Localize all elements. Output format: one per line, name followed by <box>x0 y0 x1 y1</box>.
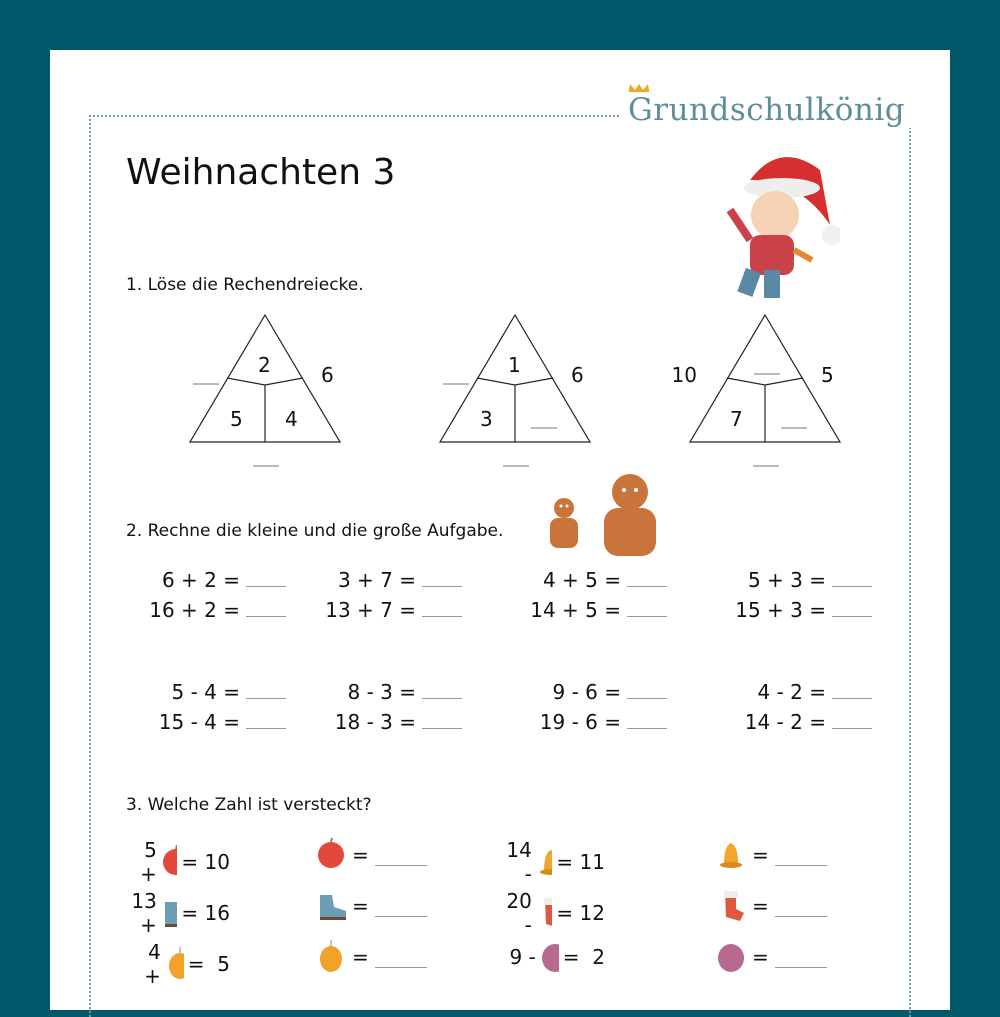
gingerbread-icon <box>542 470 667 560</box>
answer-blank-top[interactable] <box>754 373 780 375</box>
equation <box>642 680 872 704</box>
triangle-left-side: 10 <box>671 363 697 387</box>
ice-skate-icon <box>161 896 178 930</box>
triangle-shape <box>689 313 841 445</box>
equation-left: 14 - <box>506 838 532 886</box>
equation <box>642 710 872 734</box>
ice-skate-icon <box>316 889 348 923</box>
answer-blank[interactable] <box>375 845 427 866</box>
equation-text: 19 - 6 = <box>539 710 621 734</box>
equals-sign: = <box>752 843 769 867</box>
apple-icon <box>316 838 348 872</box>
equals-sign: = <box>752 945 769 969</box>
equation-left: 4 + <box>144 940 161 988</box>
triangle-right-side: 6 <box>321 363 334 387</box>
hidden-number-equation <box>130 838 230 886</box>
equation <box>437 598 667 622</box>
equation <box>232 568 462 592</box>
equation-right: = 12 <box>556 901 605 925</box>
hidden-number-answer <box>312 889 427 923</box>
hidden-number-answer <box>712 889 827 923</box>
equation-text: 3 + 7 = <box>337 568 416 592</box>
equation-left: 13 + <box>131 889 157 937</box>
hidden-number-answer <box>712 838 827 872</box>
triangle-bottom-left: 3 <box>480 407 493 431</box>
equation <box>437 710 667 734</box>
answer-blank-left-side[interactable] <box>443 383 469 385</box>
equation-text: 18 - 3 = <box>334 710 416 734</box>
triangle-shape <box>189 313 341 445</box>
equals-sign: = <box>352 894 369 918</box>
hidden-number-answer <box>312 940 427 974</box>
equals-sign: = <box>352 945 369 969</box>
equation-right: = 10 <box>181 850 230 874</box>
answer-blank[interactable] <box>832 710 872 729</box>
hidden-number-answer <box>712 940 827 974</box>
answer-blank-left-side[interactable] <box>193 383 219 385</box>
equation-left: 9 - <box>509 945 536 969</box>
equation-text: 5 - 4 = <box>171 680 240 704</box>
triangle-right-side: 6 <box>571 363 584 387</box>
task3-heading: 3. Welche Zahl ist versteckt? <box>126 795 372 815</box>
bell-icon <box>536 845 553 879</box>
answer-blank[interactable] <box>375 896 427 917</box>
equation-text: 4 + 5 = <box>542 568 621 592</box>
equation-right: = 16 <box>181 901 230 925</box>
answer-blank-bottom-right[interactable] <box>531 427 557 429</box>
equation-right: = 5 <box>187 952 230 976</box>
equation-text: 15 - 4 = <box>158 710 240 734</box>
equation-text: 5 + 3 = <box>747 568 826 592</box>
equation <box>232 680 462 704</box>
hidden-number-answer <box>312 838 427 872</box>
hidden-number-equation <box>505 889 605 937</box>
equation-text: 9 - 6 = <box>552 680 621 704</box>
equation-text: 8 - 3 = <box>347 680 416 704</box>
equation-text: 15 + 3 = <box>735 598 826 622</box>
purple-ornament-icon <box>540 940 559 974</box>
equation <box>642 568 872 592</box>
triangle-right-side: 5 <box>821 363 834 387</box>
hidden-number-equation <box>505 940 605 974</box>
equation-text: 6 + 2 = <box>161 568 240 592</box>
answer-blank[interactable] <box>375 947 427 968</box>
triangle-top: 2 <box>258 353 271 377</box>
purple-ornament-icon <box>716 940 748 974</box>
equation <box>642 598 872 622</box>
equation <box>232 710 462 734</box>
logo: Grundschulkönig <box>620 92 913 128</box>
hidden-number-equation <box>130 940 230 988</box>
equals-sign: = <box>352 843 369 867</box>
triangle-bottom-left: 7 <box>730 407 743 431</box>
task1-heading: 1. Löse die Rechendreiecke. <box>126 275 364 295</box>
answer-blank[interactable] <box>775 947 827 968</box>
equation-right: = 2 <box>562 945 605 969</box>
hidden-number-equation <box>130 889 230 937</box>
answer-blank[interactable] <box>832 568 872 587</box>
orange-ornament-icon <box>316 940 348 974</box>
answer-blank[interactable] <box>832 680 872 699</box>
page-title: Weihnachten 3 <box>126 152 396 193</box>
answer-blank-bottom[interactable] <box>503 465 529 467</box>
equation-text: 13 + 7 = <box>325 598 416 622</box>
equation-left: 5 + <box>140 838 157 886</box>
answer-blank-bottom[interactable] <box>253 465 279 467</box>
orange-ornament-icon <box>165 947 184 981</box>
answer-blank[interactable] <box>775 845 827 866</box>
answer-blank-bottom[interactable] <box>753 465 779 467</box>
answer-blank[interactable] <box>775 896 827 917</box>
triangle-top: 1 <box>508 353 521 377</box>
hidden-number-equation <box>505 838 605 886</box>
equation-text: 16 + 2 = <box>149 598 240 622</box>
equation-text: 4 - 2 = <box>757 680 826 704</box>
triangle-bottom-right: 4 <box>285 407 298 431</box>
stocking-icon <box>716 889 748 923</box>
apple-icon <box>161 845 178 879</box>
answer-blank-bottom-right[interactable] <box>781 427 807 429</box>
task2-heading: 2. Rechne die kleine und die große Aufgabe. <box>126 521 504 541</box>
equation <box>437 680 667 704</box>
equation <box>437 568 667 592</box>
bell-icon <box>716 838 748 872</box>
answer-blank[interactable] <box>832 598 872 617</box>
equals-sign: = <box>752 894 769 918</box>
triangle-shape <box>439 313 591 445</box>
santa-child-illustration <box>720 140 840 310</box>
equation-right: = 11 <box>556 850 605 874</box>
equation-text: 14 + 5 = <box>530 598 621 622</box>
equation <box>232 598 462 622</box>
triangle-bottom-left: 5 <box>230 407 243 431</box>
stocking-icon <box>536 896 553 930</box>
equation-text: 14 - 2 = <box>744 710 826 734</box>
equation-left: 20 - <box>506 889 532 937</box>
